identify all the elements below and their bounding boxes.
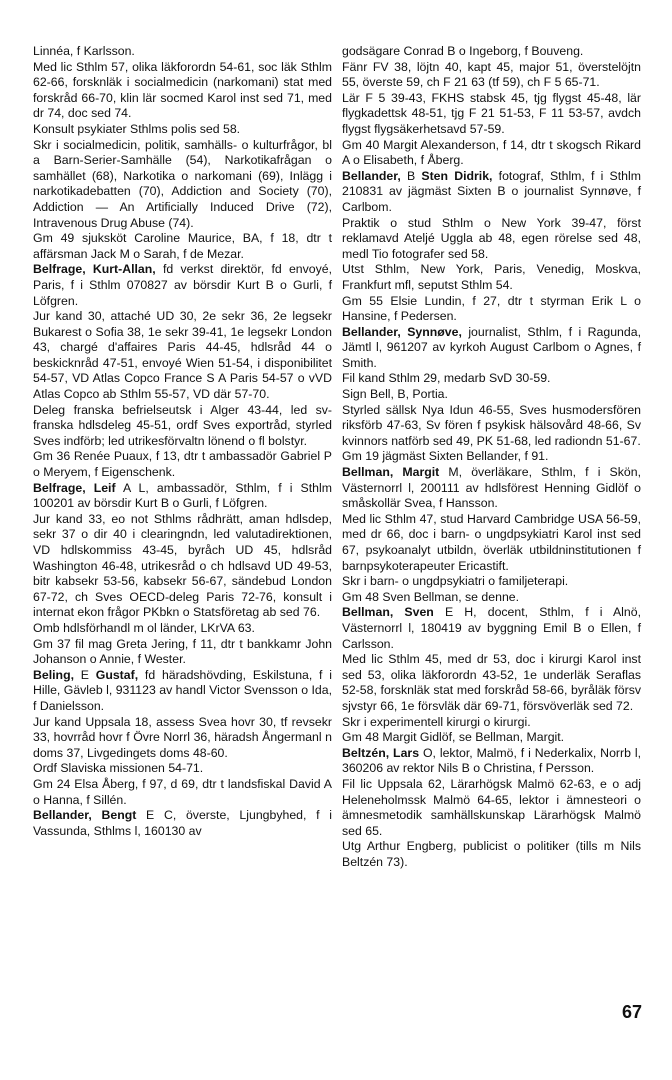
biography-paragraph: [33, 777, 332, 808]
biography-entry-heading: [342, 325, 641, 372]
biography-paragraph: [33, 309, 332, 403]
left-column: [33, 44, 332, 839]
entry-name: Bellander, Bengt: [33, 808, 137, 823]
entry-text: Utst Sthlm, New York, Paris, Venedig, Moskva, Frankfurt mfl, seputst Sthlm 54.: [342, 262, 641, 292]
biography-paragraph: [342, 715, 641, 731]
biography-paragraph: [342, 574, 641, 590]
entry-name: Belfrage, Leif: [33, 480, 116, 495]
entry-text: O, lektor, Malmö, f i Nederkalix, Norrb l, 360206 av rektor Nils B o Christina, f Persson.: [342, 745, 641, 776]
biography-paragraph: [33, 761, 332, 777]
biography-paragraph: [342, 44, 641, 60]
biography-paragraph: [33, 637, 332, 668]
biography-paragraph: [33, 138, 332, 232]
biography-paragraph: [33, 449, 332, 480]
entry-name: Bellander, Synnøve,: [342, 324, 462, 339]
biography-paragraph: [342, 590, 641, 606]
entry-name: Bellander,: [342, 168, 401, 183]
biography-paragraph: [342, 730, 641, 746]
biography-paragraph: [33, 44, 332, 60]
entry-text: Jur kand Uppsala 18, assess Svea hovr 30, tf revsekr 33, hovrråd hovr f Övre Norrl 36, häradsh Ångermanl n doms 37, Livgedingets doms 48-60.: [33, 714, 332, 760]
entry-text: fd verkst direktör, fd envoyé, Paris, f i Sthlm 070827 av börsdir Kurt B o Gurli, f Löfgren.: [33, 262, 333, 308]
entry-text: godsägare Conrad B o Ingeborg, f Bouveng.: [342, 44, 584, 58]
biography-entry-heading: [342, 605, 641, 652]
entry-name: Sten Didrik,: [421, 168, 493, 183]
entry-text: Omb hdlsförhandl m ol länder, LKrVA 63.: [33, 620, 255, 635]
entry-text: B: [400, 168, 422, 183]
entry-text: fotograf, Sthlm, f i Sthlm 210831 av jägmäst Sixten B o journalist Synnøve, f Carlbom.: [342, 168, 641, 214]
entry-text: Jur kand 33, eo not Sthlms rådhrätt, aman hdlsdep, sekr 37 o dir 40 i clearingndn, led valutadirektionen, VD hdlskommiss 43-45, byråch UD 45, hdlsråd Washington 46-48, utrikesråd o ch hdlsavd UD 49-53, bitr kabsekr 53-56, kabsekr 56-67, sändebud London 67-72, ch Sves OECD-deleg Paris 72-76, konsult i internat ekon frågor PKbkn o Statsföretag ab sed 76.: [33, 511, 332, 620]
entry-text: Gm 55 Elsie Lundin, f 27, dtr t styrman Erik L o Hansine, f Pedersen.: [342, 293, 641, 324]
entry-text: Gm 36 Renée Puaux, f 13, dtr t ambassadör Gabriel P o Meryem, f Eigenschenk.: [33, 449, 332, 480]
biography-paragraph: [342, 652, 641, 714]
entry-text: Gm 24 Elsa Åberg, f 97, d 69, dtr t landsfiskal David A o Hanna, f Sillén.: [33, 776, 332, 807]
entry-name: Belfrage, Kurt-Allan,: [33, 262, 156, 277]
entry-text: Med lic Sthlm 47, stud Harvard Cambridge USA 56-59, med dr 66, doc i barn- o ungdpsykiatri Karol inst sed 67, psykoanalyt utbildn, överläk utbildninstitutionen f barnpsykoterapeuter Ericastift.: [342, 511, 641, 573]
entry-text: Sign Bell, B, Portia.: [342, 387, 448, 402]
entry-text: Gm 40 Margit Alexanderson, f 14, dtr t skogsch Rikard A o Elisabeth, f Åberg.: [342, 137, 641, 168]
entry-text: Deleg franska befrielseutsk i Alger 43-44, led sv-franska hdlsdeleg 45-51, ordf Sves exportråd, styrled Sves indförb; led utrikesförvaltn lönend o fl bolstyr.: [33, 402, 332, 448]
biography-paragraph: [342, 403, 641, 450]
entry-text: Skr i socialmedicin, politik, samhälls- o kulturfrågor, bl a Barn-Serier-Samhälle (54), Narkotikafrågan o samhället (68), Narkotika o narkomani (69), Inlägg i narkotikadebatten (70), Addiction and Society (70), Addiction — An Artificially Induced Drive (72), Intravenous Drug Abuse (74).: [33, 137, 332, 230]
entry-text: E: [74, 667, 96, 682]
entry-text: journalist, Sthlm, f i Ragunda, Jämtl l, 961207 av kyrkoh August Carlbom o Agnes, f Smith.: [342, 324, 641, 370]
entry-text: Skr i experimentell kirurgi o kirurgi.: [342, 714, 531, 729]
entry-text: E C, överste, Ljungbyhed, f i Vassunda, Sthlms l, 160130 av: [33, 808, 332, 838]
entry-text: Skr i barn- o ungdpsykiatri o familjeterapi.: [342, 574, 569, 589]
biography-entry-heading: [342, 169, 641, 216]
entry-text: Gm 37 fil mag Greta Jering, f 11, dtr t bankkamr John Johanson o Annie, f Wester.: [33, 636, 332, 667]
biography-entry-heading: [342, 465, 641, 512]
biography-paragraph: [342, 371, 641, 387]
biography-entry-heading: [33, 668, 332, 715]
entry-text: Fil kand Sthlm 29, medarb SvD 30-59.: [342, 371, 551, 386]
biography-paragraph: [342, 138, 641, 169]
biography-paragraph: [33, 60, 332, 122]
entry-name: Gustaf,: [95, 667, 139, 682]
entry-name: Bellman, Sven: [342, 605, 434, 620]
biography-paragraph: [342, 216, 641, 263]
biography-paragraph: [342, 839, 641, 870]
biography-paragraph: [33, 403, 332, 450]
biography-entry-heading: [33, 808, 332, 839]
entry-text: Gm 19 jägmäst Sixten Bellander, f 91.: [342, 449, 549, 464]
biography-entry-heading: [342, 746, 641, 777]
entry-text: A L, ambassadör, Sthlm, f i Sthlm 100201 av börsdir Kurt B o Gurli, f Löfgren.: [33, 480, 332, 511]
biography-paragraph: [342, 512, 641, 574]
entry-text: Fänr FV 38, löjtn 40, kapt 45, major 51, överstelöjtn 55, överste 59, ch F 21 63 (tf 59), ch F 5 65-71.: [342, 59, 641, 90]
biography-paragraph: [342, 449, 641, 465]
entry-text: Med lic Sthlm 45, med dr 53, doc i kirurgi Karol inst sed 53, olika läkforordn 43-52, 1e underläk Seraflas 52-58, forsknläk stat med forskråd 58-66, byråläk försv sjvstyr 66, 1e försvläk där 69-71, försvöverläk sed 72.: [342, 652, 641, 713]
entry-text: Gm 49 sjuksköt Caroline Maurice, BA, f 18, dtr t affärsman Jack M o Sarah, f de Mezar.: [33, 231, 332, 261]
biography-paragraph: [33, 715, 332, 762]
biography-paragraph: [342, 60, 641, 91]
entry-text: E H, docent, Sthlm, f i Alnö, Västernorrl l, 180419 av byggning Emil B o Ellen, f Carlsson.: [342, 605, 641, 651]
entry-name: Beltzén, Lars: [342, 745, 420, 760]
entry-name: Beling,: [33, 667, 74, 682]
entry-text: Lär F 5 39-43, FKHS stabsk 45, tjg flygst 45-48, lär flygkadettsk 48-51, tjg F 21 51-53, F 11 53-57, avdch flygst flygsäkerhetsavd 57-59.: [342, 90, 641, 136]
biography-paragraph: [33, 621, 332, 637]
entry-text: Praktik o stud Sthlm o New York 39-47, först reklamavd Ateljé Uggla ab 48, egen rörelse sed 48, medl Tio fotografer sed 58.: [342, 215, 641, 261]
entry-text: fd häradshövding, Eskilstuna, f i Hille, Gävleb l, 931123 av handl Victor Svensson o Ida, f Danielsson.: [33, 667, 332, 713]
biography-entry-heading: [33, 481, 332, 512]
entry-text: Utg Arthur Engberg, publicist o politiker (tills m Nils Beltzén 73).: [342, 839, 641, 869]
entry-text: Styrled sällsk Nya Idun 46-55, Sves husmodersfören riksförb 47-63, Sv fören f psykisk hälsovård 48-66, Sv kvinnors natförb sed 49, PK 51-68, led radiondn 51-67.: [342, 402, 641, 448]
entry-text: Fil lic Uppsala 62, Lärarhögsk Malmö 62-63, e o adj Heleneholmssk Malmö 64-65, lektor i ämnesteori o ämnesmetodik samhällskunskap Lärarhögsk Malmö sed 65.: [342, 776, 641, 838]
biography-paragraph: [342, 387, 641, 403]
entry-text: Ordf Slaviska missionen 54-71.: [33, 761, 204, 776]
biography-paragraph: [33, 122, 332, 138]
right-column: [342, 44, 641, 870]
page-number: 67: [622, 1002, 643, 1022]
entry-text: Gm 48 Margit Gidlöf, se Bellman, Margit.: [342, 730, 565, 745]
biography-paragraph: [33, 231, 332, 262]
biography-paragraph: [342, 294, 641, 325]
entry-text: Med lic Sthlm 57, olika läkforordn 54-61, soc läk Sthlm 62-66, forsknläk i socialmedicin (narkomani) stat med forskråd 66-70, klin lär socmed Karol inst sed 71, med dr 74, doc sed 74.: [33, 59, 332, 121]
entry-text: M, överläkare, Sthlm, f i Skön, Västernorrl l, 200111 av hdlsförest Henning Gidlöf o småskollär Svea, f Hansson.: [342, 465, 641, 511]
entry-text: Konsult psykiater Sthlms polis sed 58.: [33, 121, 241, 136]
biography-paragraph: [342, 91, 641, 138]
entry-text: Jur kand 30, attaché UD 30, 2e sekr 36, 2e legsekr Bukarest o Sofia 38, 1e sekr 39-41, 1e legsekr London 43, chargé d'affaires Paris 44-45, hdlsråd 44 o beskicknråd 47-51, envoyé Wien 51-54, i disponibilitet 54-57, VD Atlas Copco France S A Paris 54-57 o vVD Atlas Copco ab Sthlm 55-57, VD där 57-70.: [33, 309, 332, 402]
biography-paragraph: [342, 777, 641, 839]
entry-name: Bellman, Margit: [342, 465, 440, 480]
entry-text: Linnéa, f Karlsson.: [33, 44, 135, 58]
entry-text: Gm 48 Sven Bellman, se denne.: [342, 589, 520, 604]
biography-entry-heading: [33, 262, 332, 309]
biography-paragraph: [342, 262, 641, 293]
biography-paragraph: [33, 512, 332, 621]
